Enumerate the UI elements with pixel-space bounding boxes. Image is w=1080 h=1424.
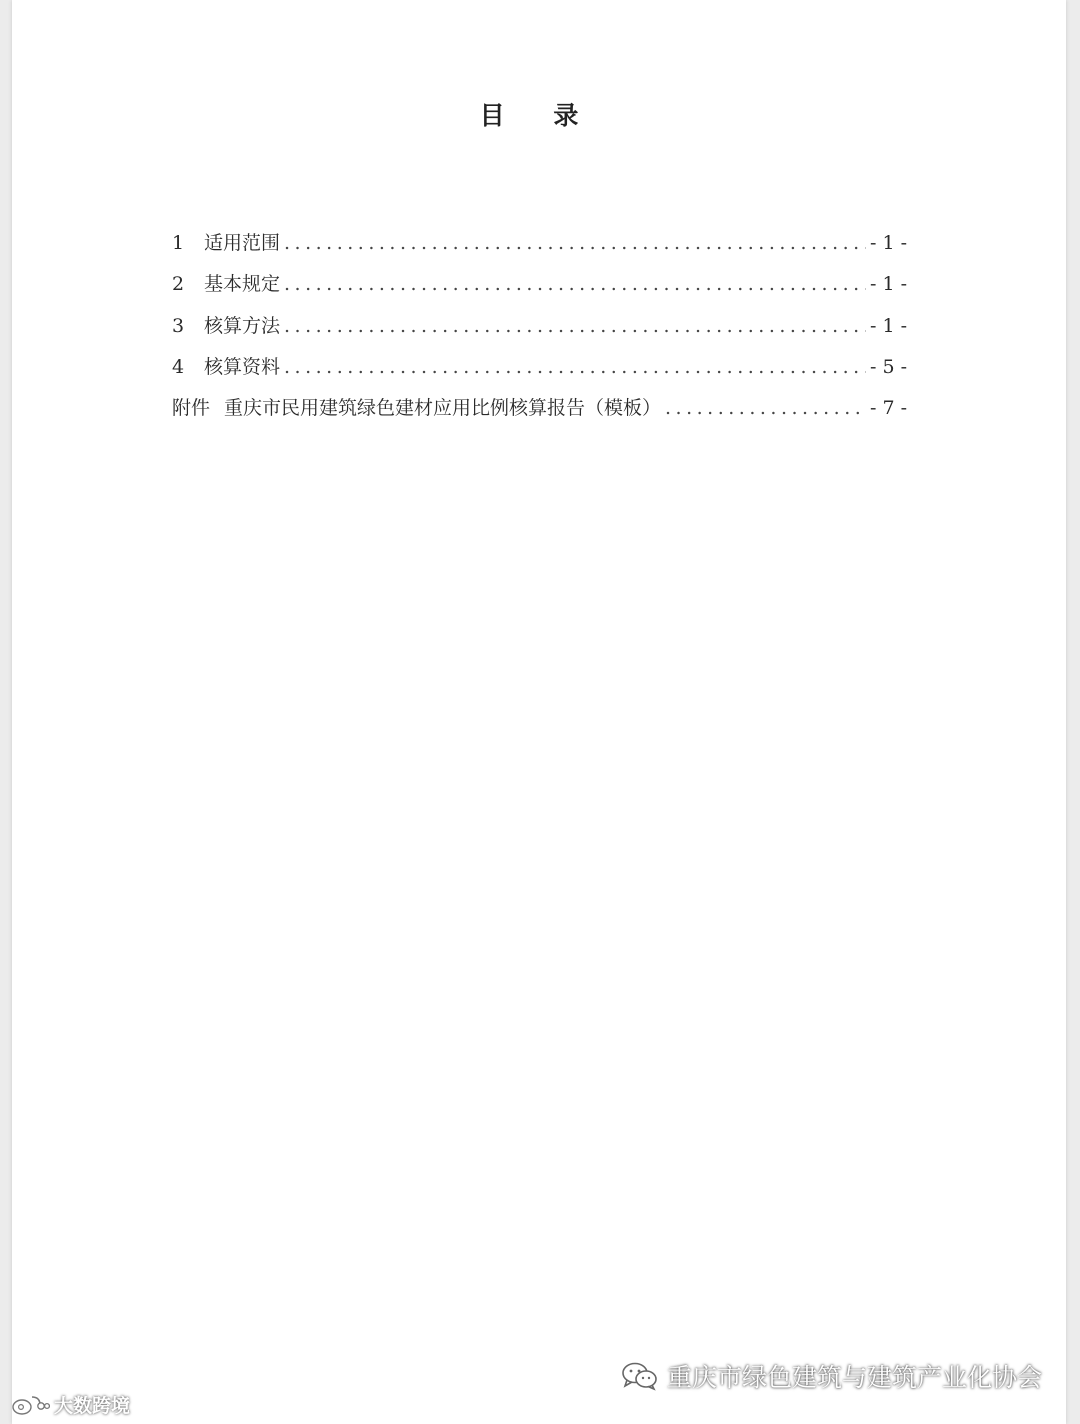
account-watermark: [621, 1358, 1042, 1394]
toc-title: 目 录: [479, 101, 599, 130]
toc-entry-page: - 1 -: [869, 314, 907, 337]
toc-entry[interactable]: [172, 311, 907, 352]
toc-entry-title: 基本规定: [204, 273, 281, 296]
toc-entry[interactable]: [172, 352, 907, 393]
toc-entry-number: 4: [172, 355, 185, 378]
table-of-contents: [172, 228, 907, 434]
toc-leader-dots: [284, 232, 866, 254]
toc-leader-dots: [284, 356, 866, 378]
toc-entry-page: - 5 -: [869, 355, 907, 378]
toc-entry[interactable]: [172, 228, 907, 269]
toc-entry-page: - 1 -: [869, 273, 907, 296]
toc-entry-number: 2: [172, 273, 185, 296]
toc-entry[interactable]: [172, 269, 907, 310]
toc-entry-page: - 1 -: [869, 232, 907, 254]
toc-leader-dots: [284, 273, 866, 295]
weibo-icon: [10, 1393, 50, 1417]
toc-entry-title: 重庆市民用建筑绿色建材应用比例核算报告（模板）: [224, 397, 662, 420]
document-page: [12, 0, 1066, 1424]
account-name: 重庆市绿色建筑与建筑产业化协会: [666, 1363, 1042, 1392]
toc-entry-number: 1: [172, 232, 185, 254]
platform-name: 大数跨境: [54, 1395, 131, 1417]
toc-entry-title: 核算方法: [204, 314, 281, 337]
platform-watermark: [10, 1391, 130, 1418]
wechat-icon: [621, 1361, 659, 1391]
toc-entry[interactable]: [172, 393, 907, 434]
toc-leader-dots: [665, 397, 866, 419]
toc-leader-dots: [284, 315, 866, 337]
toc-entry-title: 核算资料: [204, 355, 281, 378]
toc-entry-page: - 7 -: [869, 397, 907, 420]
toc-entry-title: 适用范围: [204, 232, 281, 254]
toc-entry-number: 3: [172, 314, 185, 337]
toc-entry-number: 附件: [172, 397, 211, 420]
